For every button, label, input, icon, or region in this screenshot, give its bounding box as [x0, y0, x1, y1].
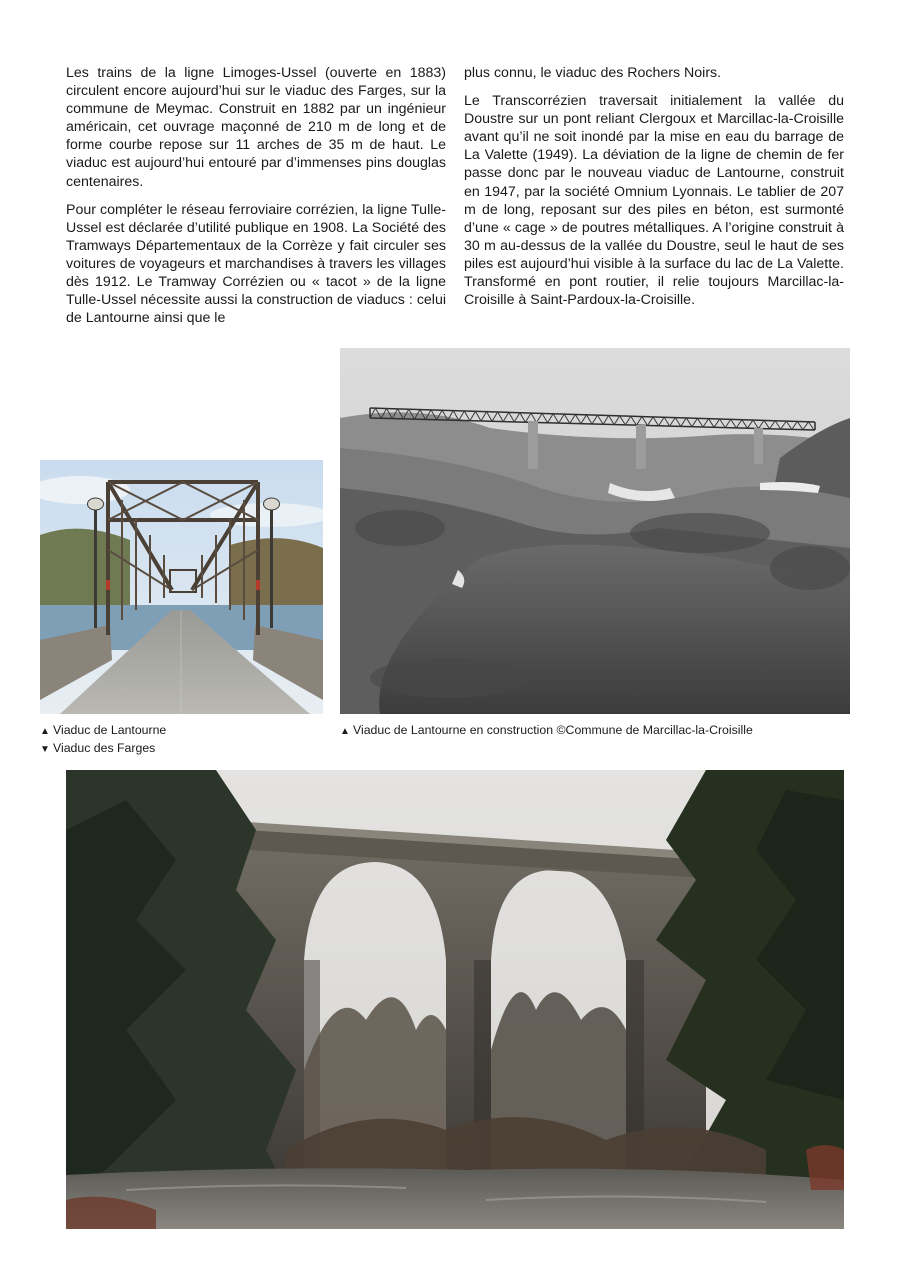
caption-construction — [340, 722, 753, 740]
caption-farges-text: Viaduc des Farges — [53, 741, 156, 755]
caption-left-photos — [40, 722, 166, 758]
up-triangle-icon: ▲ — [340, 726, 350, 737]
right-text-column — [464, 64, 844, 319]
paragraph-tulle-ussel: Pour compléter le réseau ferroviaire corrézien, la ligne Tulle-Ussel est déclarée d’utilité publique en 1908. La Société des Tramways Départementaux de la Corrèze y fait circuler ses voitures de voyageurs et marchandises à travers les villages dès 1912. Le Tramway Corrézien ou « tacot » de la ligne Tulle-Ussel nécessite aussi la construction de viaducs : celui de Lantourne ainsi que le — [66, 201, 446, 327]
caption-lantourne-text: Viaduc de Lantourne — [53, 723, 167, 737]
paragraph-farges: Les trains de la ligne Limoges-Ussel (ouverte en 1883) circulent encore aujourd’hui sur le viaduc des Farges, sur la commune de Meymac. Construit en 1882 par un ingénieur américain, cet ouvrage maçonné de 210 m de long et de forme courbe repose sur 11 arches de 35 m de haut. Le viaduc est aujourd’hui entouré par d’immenses pins douglas centenaires. — [66, 65, 446, 190]
photo-viaduc-farges — [66, 770, 844, 1229]
down-triangle-icon: ▼ — [40, 744, 50, 755]
photo-lantourne-construction — [340, 348, 850, 714]
caption-construction-text: Viaduc de Lantourne en construction ©Commune de Marcillac-la-Croisille — [353, 723, 753, 737]
left-text-column — [66, 64, 446, 337]
caption-farges — [40, 740, 166, 758]
up-triangle-icon: ▲ — [40, 726, 50, 737]
caption-lantourne — [40, 722, 166, 740]
photo-viaduc-lantourne — [40, 460, 323, 714]
paragraph-rochers-noirs: plus connu, le viaduc des Rochers Noirs. — [464, 65, 722, 81]
paragraph-transcorrezien: Le Transcorrézien traversait initialement la vallée du Doustre sur un pont reliant Clergoux et Marcillac-la-Croisille avant qu’il ne soit inondé par la mise en eau du barrage de La Valette (1949). La déviation de la ligne de chemin de fer passe donc par le nouveau viaduc de Lantourne, construit en 1947, par la société Omnium Lyonnais. Le tablier de 207 m de long, reposant sur des piles en béton, est surmonté d’une « cage » de poutres métalliques. A l’origine construit à 30 m au-dessus de la vallée du Doustre, seul le haut de ses piles est aujourd’hui visible à la surface du lac de La Valette. Transformé en pont routier, il relie toujours Marcillac-la-Croisille à Saint-Pardoux-la-Croisille. — [464, 93, 844, 309]
